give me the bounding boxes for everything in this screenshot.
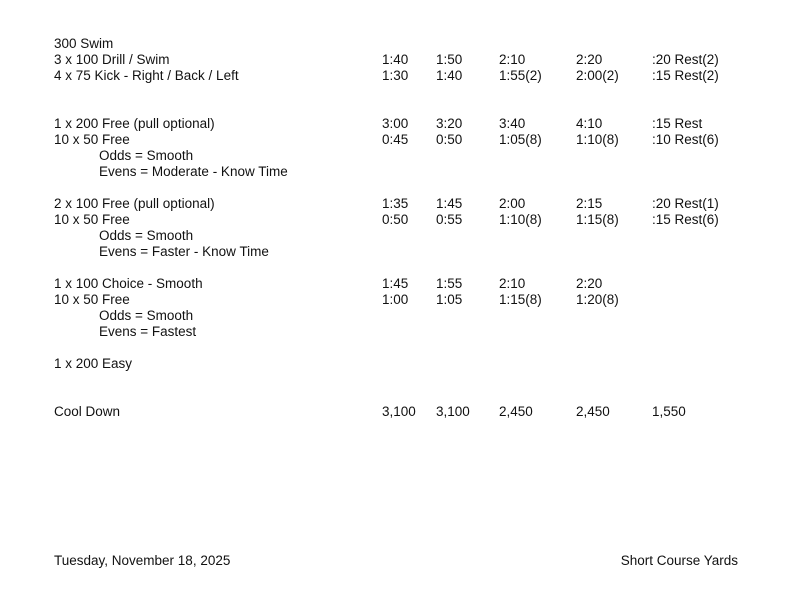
interval-col-3: 1:05(8) <box>499 132 542 147</box>
interval-col-4: 1:15(8) <box>576 212 619 227</box>
total-col-2: 3,100 <box>436 404 470 419</box>
interval-col-3: 3:40 <box>499 116 526 131</box>
interval-col-1: 1:30 <box>382 68 409 83</box>
footer-course: Short Course Yards <box>620 553 738 568</box>
interval-col-2: 1:55 <box>436 276 463 291</box>
set-description: 1 x 100 Choice - Smooth <box>54 276 203 291</box>
interval-col-2: 0:50 <box>436 132 463 147</box>
interval-col-1: 1:45 <box>382 276 409 291</box>
interval-col-4: 2:15 <box>576 196 603 211</box>
workout-row <box>0 244 792 260</box>
interval-col-1: 3:00 <box>382 116 409 131</box>
interval-col-5: :20 Rest(1) <box>652 196 719 211</box>
interval-col-2: 1:40 <box>436 68 463 83</box>
interval-col-3: 1:15(8) <box>499 292 542 307</box>
total-col-4: 2,450 <box>576 404 610 419</box>
set-description: 300 Swim <box>54 36 114 51</box>
set-description: 3 x 100 Drill / Swim <box>54 52 170 67</box>
workout-row <box>0 212 792 228</box>
interval-col-5: :15 Rest <box>652 116 703 131</box>
interval-col-5: :15 Rest(2) <box>652 68 719 83</box>
interval-col-2: 1:50 <box>436 52 463 67</box>
interval-col-1: 0:50 <box>382 212 409 227</box>
interval-col-3: 2:10 <box>499 52 526 67</box>
footer-date: Tuesday, November 18, 2025 <box>54 553 231 568</box>
workout-row <box>0 148 792 164</box>
set-description: 10 x 50 Free <box>54 132 130 147</box>
interval-col-1: 1:00 <box>382 292 409 307</box>
workout-row <box>0 52 792 68</box>
set-note: Evens = Moderate - Know Time <box>99 164 288 179</box>
set-description: Cool Down <box>54 404 121 419</box>
interval-col-4: 1:10(8) <box>576 132 619 147</box>
total-col-3: 2,450 <box>499 404 533 419</box>
workout-row <box>0 292 792 308</box>
workout-row <box>0 228 792 244</box>
interval-col-2: 1:45 <box>436 196 463 211</box>
set-description: 10 x 50 Free <box>54 212 130 227</box>
interval-col-4: 4:10 <box>576 116 603 131</box>
set-description: 1 x 200 Free (pull optional) <box>54 116 215 131</box>
workout-row <box>0 164 792 180</box>
workout-row <box>0 276 792 292</box>
interval-col-3: 1:55(2) <box>499 68 542 83</box>
workout-row <box>0 324 792 340</box>
set-description: 4 x 75 Kick - Right / Back / Left <box>54 68 239 83</box>
totals-row <box>0 404 792 420</box>
workout-row <box>0 116 792 132</box>
set-note: Odds = Smooth <box>99 308 194 323</box>
interval-col-4: 2:20 <box>576 276 603 291</box>
interval-col-5: :20 Rest(2) <box>652 52 719 67</box>
interval-col-3: 2:00 <box>499 196 526 211</box>
set-note: Evens = Fastest <box>99 324 197 339</box>
total-col-5: 1,550 <box>652 404 686 419</box>
interval-col-4: 2:00(2) <box>576 68 619 83</box>
interval-col-1: 0:45 <box>382 132 409 147</box>
workout-row <box>0 132 792 148</box>
interval-col-4: 2:20 <box>576 52 603 67</box>
interval-col-1: 1:40 <box>382 52 409 67</box>
workout-row <box>0 356 792 372</box>
interval-col-2: 1:05 <box>436 292 463 307</box>
interval-col-4: 1:20(8) <box>576 292 619 307</box>
workout-row <box>0 68 792 84</box>
interval-col-2: 0:55 <box>436 212 463 227</box>
interval-col-5: :15 Rest(6) <box>652 212 719 227</box>
workout-row <box>0 196 792 212</box>
interval-col-1: 1:35 <box>382 196 409 211</box>
set-note: Odds = Smooth <box>99 148 194 163</box>
workout-row <box>0 308 792 324</box>
workout-row <box>0 36 792 52</box>
total-col-1: 3,100 <box>382 404 416 419</box>
interval-col-2: 3:20 <box>436 116 463 131</box>
set-note: Evens = Faster - Know Time <box>99 244 269 259</box>
set-description: 10 x 50 Free <box>54 292 130 307</box>
set-description: 2 x 100 Free (pull optional) <box>54 196 215 211</box>
interval-col-3: 1:10(8) <box>499 212 542 227</box>
interval-col-5: :10 Rest(6) <box>652 132 719 147</box>
set-note: Odds = Smooth <box>99 228 194 243</box>
set-description: 1 x 200 Easy <box>54 356 133 371</box>
interval-col-3: 2:10 <box>499 276 526 291</box>
